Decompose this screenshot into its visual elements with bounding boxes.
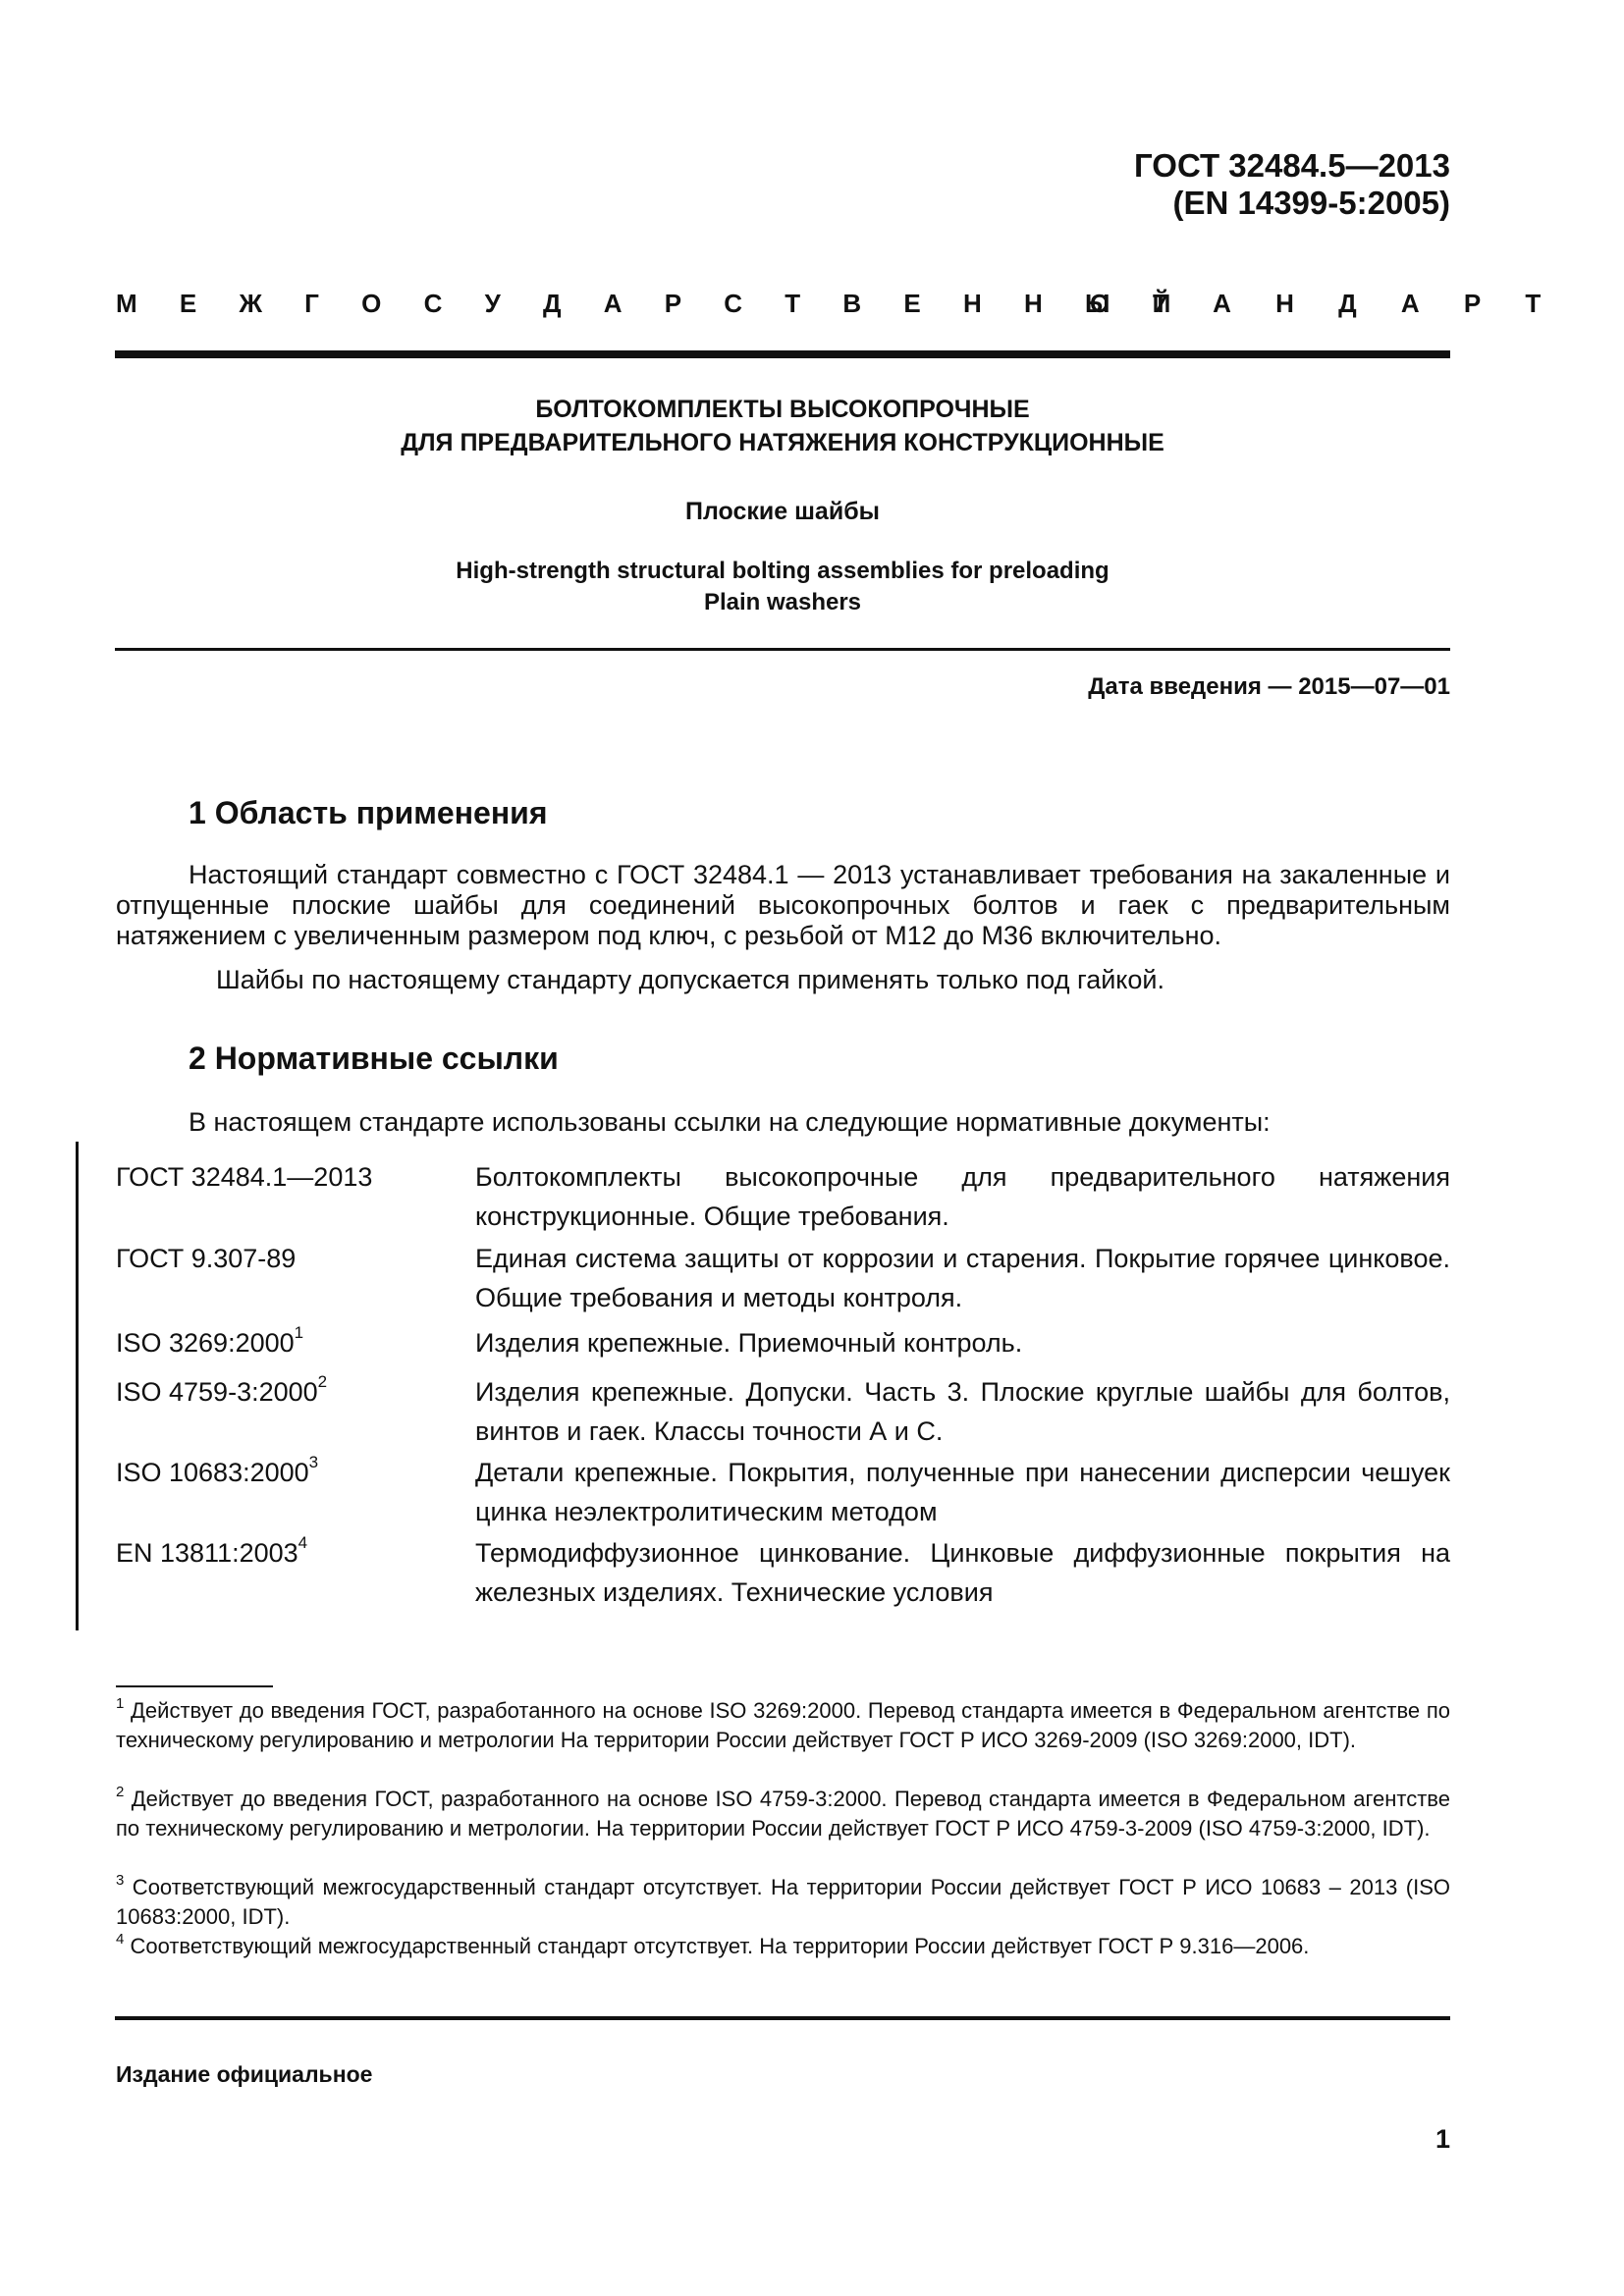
ref-text: Единая система защиты от коррозии и старения. Покрытие горячее цинковое. Общие требования и методы контроля. bbox=[475, 1244, 1450, 1312]
section-1-paragraph-2: Шайбы по настоящему стандарту допускается применять только под гайкой. bbox=[216, 965, 1165, 994]
section-1-paragraph-1: Настоящий стандарт совместно с ГОСТ 32484.1 — 2013 устанавливает требования на закаленные и отпущенные плоские шайбы для соединений высокопрочных болтов и гаек с предварительным натяжением с увеличенным размером под ключ, с резьбой от М12 до М36 включительно. bbox=[116, 860, 1450, 950]
ref-code: ГОСТ 32484.1—2013 bbox=[116, 1162, 373, 1192]
section-2-intro: В настоящем стандарте использованы ссылки на следующие нормативные документы: bbox=[189, 1107, 1271, 1137]
ref-code: ГОСТ 9.307-89 bbox=[116, 1244, 297, 1273]
footnote-ref: 3 bbox=[308, 1453, 319, 1471]
subtitle: Плоские шайбы bbox=[685, 498, 880, 525]
footnote: $^4$ Соответствующий межгосударственный стандарт отсутствует. На территории России действует ГОСТ Р 9.316—2006. bbox=[116, 1931, 1310, 1958]
ref-code: ISO 10683:2000$^3$ bbox=[116, 1453, 319, 1487]
footer-rule bbox=[115, 2016, 1450, 2020]
footnote-ref: 2 bbox=[317, 1372, 328, 1391]
ref-text: Детали крепежные. Покрытия, полученные при нанесении дисперсии чешуек цинка неэлектролитическим методом bbox=[475, 1458, 1450, 1526]
section-2-heading: 2 Нормативные ссылки bbox=[189, 1041, 559, 1076]
footnote-mark: 3 bbox=[116, 1872, 125, 1889]
ref-code: ISO 3269:2000$^1$ bbox=[116, 1323, 304, 1358]
footnote-ref: 1 bbox=[294, 1323, 304, 1342]
title-en-line-1: High-strength structural bolting assemblies for preloading bbox=[456, 558, 1110, 584]
ref-text: Изделия крепежные. Допуски. Часть 3. Плоские круглые шайбы для болтов, винтов и гаек. Классы точности А и С. bbox=[475, 1377, 1450, 1446]
ref-code: ISO 4759-3:2000$^2$ bbox=[116, 1372, 328, 1407]
banner-interstate: М Е Ж Г О С У Д А Р С Т В Е Н Н Ы Й bbox=[116, 289, 1189, 318]
footnote-mark: 2 bbox=[116, 1784, 125, 1800]
change-bar bbox=[76, 1142, 79, 1630]
official-edition: Издание официальное bbox=[116, 2061, 373, 2087]
footnote-mark: 4 bbox=[116, 1931, 125, 1948]
footnote: $^2$ Действует до введения ГОСТ, разработанного на основе ISO 4759-3:2000. Перевод стандарта имеется в Федеральном агентстве по техническому регулированию и метрологии. На территории России действует ГОСТ Р ИСО 4759-3-2009 (ISO 4759-3:2000, IDT). bbox=[116, 1784, 1450, 1841]
ref-text: Изделия крепежные. Приемочный контроль. bbox=[475, 1328, 1023, 1358]
footnote: $^1$ Действует до введения ГОСТ, разработанного на основе ISO 3269:2000. Перевод стандарта имеется в Федеральном агентстве по техническому регулированию и метрологии На территории России действует ГОСТ Р ИСО 3269-2009 (ISO 3269:2000, IDT). bbox=[116, 1695, 1450, 1752]
section-1-heading: 1 Область применения bbox=[189, 795, 548, 830]
title-rule bbox=[115, 648, 1450, 651]
ref-code: EN 13811:2003$^4$ bbox=[116, 1533, 308, 1568]
ref-text: Термодиффузионное цинкование. Цинковые диффузионные покрытия на железных изделиях. Технические условия bbox=[475, 1538, 1450, 1607]
footnote-ref: 4 bbox=[298, 1533, 308, 1552]
title-en-line-2: Plain washers bbox=[703, 589, 862, 615]
ref-text: Болтокомплекты высокопрочные для предварительного натяжения конструкционные. Общие требования. bbox=[475, 1162, 1450, 1231]
footnote: $^3$ Соответствующий межгосударственный стандарт отсутствует. На территории России действует ГОСТ Р ИСО 10683 – 2013 (ISO 10683:2000, IDT). bbox=[116, 1872, 1450, 1929]
page-number: 1 bbox=[1435, 2124, 1450, 2154]
title-line-1: БОЛТОКОМПЛЕКТЫ ВЫСОКОПРОЧНЫЕ bbox=[535, 396, 1030, 423]
footnote-separator bbox=[116, 1685, 273, 1687]
title-line-2: ДЛЯ ПРЕДВАРИТЕЛЬНОГО НАТЯЖЕНИЯ КОНСТРУКЦИОННЫЕ bbox=[401, 429, 1164, 456]
footnote-mark: 1 bbox=[116, 1695, 125, 1712]
doc-number-en: (EN 14399-5:2005) bbox=[1172, 185, 1450, 221]
header-rule bbox=[115, 350, 1450, 358]
doc-number: ГОСТ 32484.5—2013 bbox=[1134, 147, 1450, 184]
banner-standard: С Т А Н Д А Р Т bbox=[1090, 289, 1560, 318]
intro-date: Дата введения — 2015—07—01 bbox=[1088, 673, 1450, 700]
